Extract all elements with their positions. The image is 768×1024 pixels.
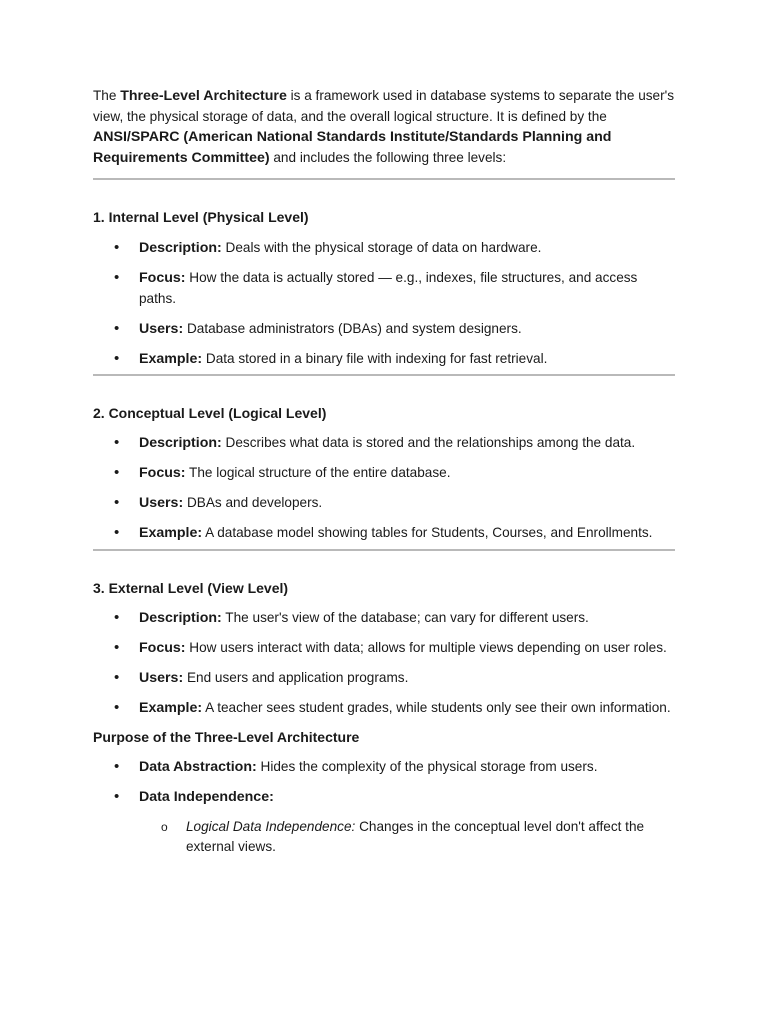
- purpose-list: [93, 757, 675, 808]
- divider: [93, 178, 675, 180]
- divider: [93, 549, 675, 551]
- document-page: [93, 86, 675, 858]
- sub-list-item: [93, 817, 675, 858]
- item-text: The user's view of the database; can vary for different users.: [221, 609, 589, 625]
- list-item: [93, 433, 675, 454]
- list-item: [93, 493, 675, 514]
- intro-paragraph: [93, 86, 675, 168]
- section-list-conceptual-level: [93, 433, 675, 544]
- section-list-internal-level: [93, 238, 675, 369]
- item-label: Focus:: [139, 465, 186, 481]
- list-item: [93, 787, 675, 808]
- item-text: Describes what data is stored and the relationships among the data.: [221, 435, 636, 450]
- list-item: [93, 757, 675, 778]
- intro-text: is a framework used in database systems to separate the user's view, the physical storage of data, and the overall logical structure. It is defined by the: [93, 88, 675, 124]
- divider: [93, 374, 675, 376]
- section-heading-conceptual-level: 2. Conceptual Level (Logical Level): [93, 405, 327, 421]
- item-text: Database administrators (DBAs) and system designers.: [183, 320, 522, 336]
- item-text: Deals with the physical storage of data on hardware.: [221, 240, 542, 255]
- list-item: [93, 698, 675, 719]
- intro-text: and includes the following three levels:: [269, 149, 507, 165]
- item-label: Example:: [139, 350, 203, 367]
- item-label: Data Abstraction:: [139, 759, 257, 775]
- list-item: [93, 608, 675, 629]
- item-text: The logical structure of the entire database.: [185, 465, 451, 480]
- item-label: Users:: [139, 320, 184, 337]
- section-heading-external-level: 3. External Level (View Level): [93, 579, 289, 596]
- list-item: [93, 349, 675, 370]
- list-item: [93, 238, 675, 259]
- section-heading-internal-level: 1. Internal Level (Physical Level): [93, 209, 309, 225]
- section-list-external-level: [93, 608, 675, 719]
- list-item: [93, 319, 675, 340]
- item-text: End users and application programs.: [183, 669, 409, 685]
- item-text: How users interact with data; allows for multiple views depending on user roles.: [185, 639, 667, 655]
- sub-item-text: Changes in the conceptual level don't affect the external views.: [186, 818, 645, 854]
- item-label: Users:: [139, 669, 184, 686]
- item-text: A teacher sees student grades, while students only see their own information.: [202, 699, 671, 715]
- item-label: Example:: [139, 699, 203, 716]
- item-text: Data stored in a binary file with indexing for fast retrieval.: [202, 350, 548, 366]
- item-label: Description:: [139, 435, 222, 451]
- item-label: Data Independence:: [139, 789, 274, 805]
- list-item: [93, 638, 675, 659]
- purpose-sub-list: [93, 817, 675, 858]
- item-label: Example:: [139, 525, 203, 541]
- sub-item-label: Logical Data Independence:: [186, 818, 356, 834]
- list-item: [93, 463, 675, 484]
- item-label: Users:: [139, 495, 184, 511]
- item-text: A database model showing tables for Students, Courses, and Enrollments.: [202, 525, 653, 540]
- item-label: Focus:: [139, 270, 186, 286]
- list-item: [93, 268, 675, 309]
- intro-term-architecture: Three-Level Architecture: [120, 88, 287, 104]
- list-item: [93, 523, 675, 544]
- purpose-heading: Purpose of the Three-Level Architecture: [93, 729, 360, 745]
- item-label: Description:: [139, 609, 222, 626]
- item-text: DBAs and developers.: [183, 495, 323, 510]
- item-label: Focus:: [139, 639, 186, 656]
- item-label: Description:: [139, 240, 222, 256]
- item-text: Hides the complexity of the physical storage from users.: [256, 759, 598, 774]
- list-item: [93, 668, 675, 689]
- intro-term-ansi-sparc: ANSI/SPARC (American National Standards Institute/Standards Planning and Requirements Committee): [93, 129, 612, 166]
- item-text: How the data is actually stored — e.g., indexes, file structures, and access paths.: [139, 270, 638, 306]
- intro-text: The: [93, 88, 121, 103]
